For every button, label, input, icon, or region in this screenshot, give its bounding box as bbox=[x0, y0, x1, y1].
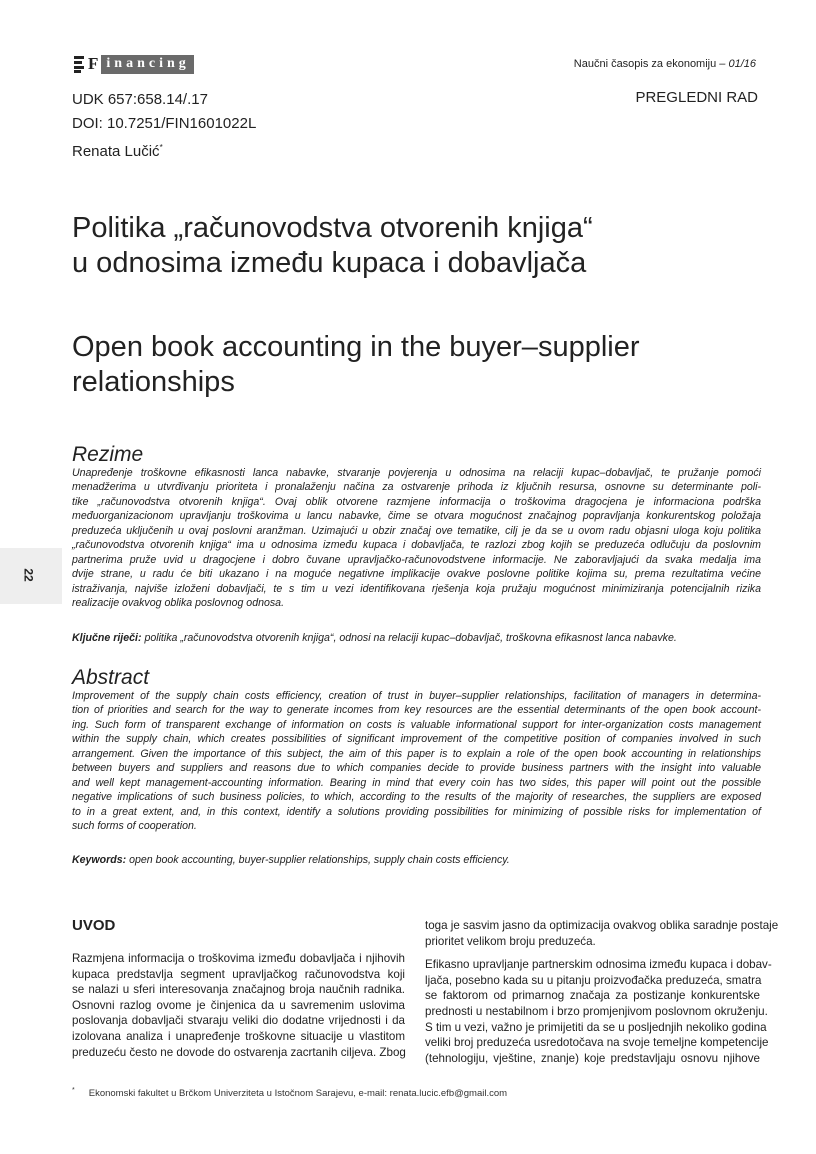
uvod-left-line: kupaca predstavlja segment upravljačkog računovodstva koji bbox=[72, 967, 405, 981]
logo-wordmark: inancing bbox=[101, 55, 193, 74]
logo-mark-icon bbox=[74, 55, 84, 73]
journal-title: Naučni časopis za ekonomiju bbox=[573, 58, 717, 70]
uvod-left-line: Osnovni razlog ovome je činjenica da u savremenim uslovima bbox=[72, 998, 405, 1012]
footnote-mark: * bbox=[72, 1087, 75, 1094]
rezime-text bbox=[72, 466, 761, 611]
title-english-line-1: Open book accounting in the buyer–supplier bbox=[72, 331, 640, 363]
rezime-heading: Rezime bbox=[72, 443, 144, 466]
abstract-line: between buyers and suppliers and reasons due to which companies decide to provide business partners with the insight into valuable bbox=[72, 762, 761, 775]
abstract-line: and well kept management-accounting information. Bearing in mind that every coin has two sides, this paper will point out the possible bbox=[72, 776, 761, 789]
abstract-line: such forms of cooperation. bbox=[72, 820, 197, 833]
uvod-right-line: ljača, posebno kada su u pitanju proizvođačka preduzeća, smatra bbox=[425, 973, 762, 987]
abstract-line: ing. Such form of transparent exchange of information on costs is valuable informational support for inter-organization costs management bbox=[72, 718, 761, 731]
author-line bbox=[72, 136, 163, 164]
author-name: Renata Lučić bbox=[72, 143, 160, 160]
uvod-left-line: Razmjena informacija o troškovima između dobavljača i njihovih bbox=[72, 952, 405, 965]
title-english bbox=[72, 330, 640, 400]
rezime-line: preduzeća uključenih u ovaj poslovni aranžman. Uzimajući u obzir značaj ove tematike, cilj je da se u ovom radu objasni uloga koju politika bbox=[72, 524, 761, 537]
title-local-line-1: Politika „računovodstva otvorenih knjiga“ bbox=[72, 212, 593, 244]
uvod-left-column bbox=[72, 951, 405, 1060]
page-number-tab bbox=[0, 548, 62, 604]
uvod-right-line: (tehnologiju, vještine, znanje) koje predstavljaju osnovu njihove bbox=[425, 1051, 760, 1065]
abstract-keywords-text: open book accounting, buyer-supplier relationships, supply chain costs efficiency. bbox=[129, 854, 510, 866]
abstract-heading: Abstract bbox=[72, 666, 150, 689]
rezime-line: Unapređenje troškovne efikasnosti lanca nabavke, stvaranje povjerenja u odnosima na relaciji kupac–dobavljač, te pružanje pomoći bbox=[72, 467, 761, 479]
rezime-line: dvije strane, u radu će biti ukazano i na moguće negativne implikacije ovakve poslovne politike kojima su, prema rezultatima većine bbox=[72, 568, 761, 581]
uvod-right-line: se faktorom od primarnog značaja za postizanje konkurentske bbox=[425, 989, 760, 1003]
title-local-line-2: u odnosima između kupaca i dobavljača bbox=[72, 247, 587, 279]
uvod-left-line: izolovana analiza i unapređenje troškovne situacije u vlastitom bbox=[72, 1029, 405, 1043]
abstract-keywords bbox=[72, 854, 510, 866]
journal-name bbox=[574, 58, 756, 70]
uvod-right-line: Efikasno upravljanje partnerskim odnosima između kupaca i dobav- bbox=[425, 958, 772, 972]
footnote-text: Ekonomski fakultet u Brčkom Univerziteta u Istočnom Sarajevu, e-mail: renata.lucic.efb@gmail.com bbox=[88, 1088, 508, 1100]
uvod-right-column bbox=[425, 918, 779, 1066]
rezime-line: partnerima pruže uvid u dragocjene i dobro čuvane upravljačko-računovodstvene informacije. Ne zaboravljajući da svaka medalja ima bbox=[72, 553, 761, 566]
uvod-left-line: preduzeću često ne dovode do ostvarenja zacrtanih ciljeva. Zbog bbox=[72, 1045, 406, 1059]
abstract-line: to in a great extent, and, in this context, identify a solutions providing possibilities for minimizing of possible risks for implementation of bbox=[72, 805, 761, 818]
rezime-keywords-text: politika „računovodstva otvorenih knjiga“, odnosi na relaciji kupac–dobavljač, troškovna efikasnost lanca nabavke. bbox=[144, 632, 677, 644]
uvod-right-line: prednosti u nestabilnom i brzo promjenjivom poslovnom okruženju. bbox=[425, 1004, 768, 1018]
page-number: 22 bbox=[21, 568, 36, 582]
journal-logo bbox=[74, 54, 194, 74]
rezime-line: realizacije ovakvog oblika poslovnog odnosa. bbox=[72, 597, 285, 610]
udk-line: UDK 657:658.14/.17 bbox=[72, 91, 208, 108]
uvod-right-line: toga je sasvim jasno da optimizacija ovakvog oblika saradnje postaje bbox=[425, 919, 779, 932]
uvod-right-line: S tim u vezi, važno je primijetiti da se u posljednjih nekoliko godina bbox=[425, 1020, 767, 1034]
title-local bbox=[72, 211, 593, 281]
abstract-line: negative implications of such business policies, to which, according to the results of the majority of researches, the suppliers are exposed bbox=[72, 791, 761, 804]
abstract-line: arrangement. Given the importance of this subject, the aim of this paper is to explain a role of the open book accounting in relationships bbox=[72, 747, 761, 760]
doi-line: DOI: 10.7251/FIN1601022L bbox=[72, 115, 257, 132]
footnote bbox=[72, 1087, 507, 1099]
abstract-text bbox=[72, 689, 761, 834]
uvod-left-line: se nalazi u sferi interesovanja značajnog broja naučnih radnika. bbox=[72, 983, 405, 997]
article-type: PREGLEDNI RAD bbox=[635, 89, 758, 106]
rezime-keywords-label: Ključne riječi: bbox=[72, 632, 142, 644]
uvod-heading: UVOD bbox=[72, 917, 116, 934]
journal-issue: – 01/16 bbox=[719, 58, 756, 70]
rezime-line: tike „računovodstva otvorenih knjiga“. Ovaj oblik otvorene razmjene informacija o troškovima dragocjena je informaciona podrška bbox=[72, 495, 761, 508]
title-english-line-2: relationships bbox=[72, 366, 235, 398]
logo-letter: F bbox=[88, 54, 99, 73]
rezime-keywords bbox=[72, 632, 677, 644]
rezime-line: „računovodstva otvorenih knjiga“ ima u odnosima između kupaca i dobavljača, te razlozi zbog kojih se preduzeća odlučuju da poslovnim bbox=[72, 539, 761, 552]
abstract-line: within the supply chain, which creates possibilities of significant improvement of the competitive position of companies involved in such bbox=[72, 733, 761, 746]
uvod-right-line: veliki broj preduzeća usredotočava na svoje temeljne kompetencije bbox=[425, 1036, 769, 1050]
uvod-left-line: poslovanja dobavljači stvaraju veliki dio dodatne vrijednosti i da bbox=[72, 1014, 405, 1028]
author-footnote-mark: * bbox=[159, 143, 163, 152]
abstract-keywords-label: Keywords: bbox=[72, 854, 127, 866]
abstract-line: Improvement of the supply chain costs efficiency, creation of trust in buyer–supplier relationships, facilitation of managers in determina- bbox=[72, 690, 761, 702]
rezime-line: istraživanja, najviše izloženi dobavljači, te s tim u vezi identifikovana rješenja koja pružaju mogućnost minimiziranja potencijalnih rizika bbox=[72, 582, 761, 595]
abstract-line: tion of priorities and search for the way to generate incomes from key resources are the essential determinants of the open book account- bbox=[72, 704, 761, 717]
rezime-line: međuorganizacionom upravljanju troškovima u lancu nabavke, čime se otvara mogućnost značajnog popravljanja konkurentskog položaja bbox=[72, 510, 761, 523]
rezime-line: menadžerima u utvrđivanju prioriteta i pronalaženju načina za ostvarenje prihoda iz ključnih resursa, osnovne su determinante poli- bbox=[72, 481, 761, 494]
uvod-right-line: prioritet velikom broju preduzeća. bbox=[425, 934, 596, 948]
